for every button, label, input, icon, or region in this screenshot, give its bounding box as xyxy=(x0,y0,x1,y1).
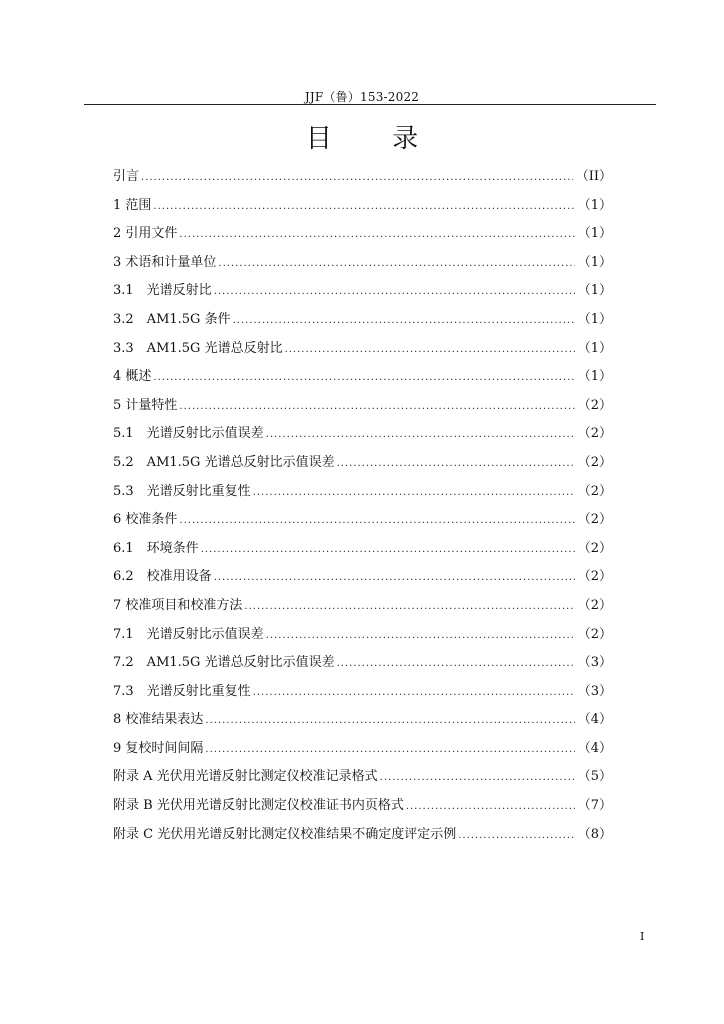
toc-entry-1[interactable] xyxy=(113,192,612,221)
toc-entry-3[interactable] xyxy=(113,249,612,278)
document-code: JJF（鲁）153-2022 xyxy=(304,90,420,104)
header-rule xyxy=(84,104,656,105)
toc-entry-text: 9 复校时间间隔 xyxy=(113,740,204,756)
toc-entry-text: 引言 xyxy=(113,169,140,184)
toc-dot-leader xyxy=(205,707,574,736)
toc-dot-leader xyxy=(153,364,574,393)
toc-dot-leader xyxy=(266,622,575,651)
toc-entry-appendix-b[interactable] xyxy=(113,792,612,821)
toc-entry-page: （3） xyxy=(577,655,612,671)
toc-entry-5-1[interactable] xyxy=(113,420,612,449)
toc-entry-3-1[interactable] xyxy=(113,277,612,306)
toc-entry-page: （1） xyxy=(577,197,612,213)
toc-entry-text: 3.1 光谱反射比 xyxy=(113,283,212,299)
toc-dot-leader xyxy=(285,336,575,365)
toc-dot-leader xyxy=(214,278,575,307)
toc-entry-text: 5 计量特性 xyxy=(113,397,178,413)
toc-entry-page: （1） xyxy=(577,340,612,356)
toc-entry-page: （4） xyxy=(577,712,612,728)
toc-dot-leader xyxy=(153,193,574,222)
toc-entry-text: 2 引用文件 xyxy=(113,226,178,242)
toc-entry-6-2[interactable] xyxy=(113,563,612,592)
toc-entry-text: 附录 A 光伏用光谱反射比测定仪校准记录格式 xyxy=(113,769,378,785)
toc-entry-text: 3.2 AM1.5G 条件 xyxy=(113,311,231,327)
toc-entry-page: （2） xyxy=(577,512,612,528)
toc-dot-leader xyxy=(337,650,575,679)
toc-entry-5[interactable] xyxy=(113,392,612,421)
toc-dot-leader xyxy=(214,564,575,593)
toc-dot-leader xyxy=(253,479,575,508)
toc-dot-leader xyxy=(253,679,575,708)
toc-dot-leader xyxy=(458,822,575,851)
toc-entry-text: 附录 B 光伏用光谱反射比测定仪校准证书内页格式 xyxy=(113,798,404,814)
toc-dot-leader xyxy=(337,450,575,479)
toc-title: 目 录 xyxy=(305,124,445,154)
toc-entry-page: （2） xyxy=(577,397,612,413)
toc-entry-page: （5） xyxy=(577,769,612,785)
toc-entry-7-3[interactable] xyxy=(113,678,612,707)
toc-entry-text: 3.3 AM1.5G 光谱总反射比 xyxy=(113,340,283,356)
toc-dot-leader xyxy=(380,764,575,793)
toc-dot-leader xyxy=(406,793,575,822)
toc-entry-6-1[interactable] xyxy=(113,535,612,564)
toc-entry-5-3[interactable] xyxy=(113,478,612,507)
toc-entry-page: （1） xyxy=(577,311,612,327)
toc-entry-4[interactable] xyxy=(113,363,612,392)
toc-entry-page: （2） xyxy=(577,597,612,613)
toc-entry-5-2[interactable] xyxy=(113,449,612,478)
toc-entry-7-2[interactable] xyxy=(113,649,612,678)
toc-entry-text: 5.2 AM1.5G 光谱总反射比示值误差 xyxy=(113,454,335,470)
toc-entry-text: 6.2 校准用设备 xyxy=(113,569,212,585)
toc-entry-6[interactable] xyxy=(113,506,612,535)
toc-dot-leader xyxy=(141,164,573,193)
toc-entry-text: 7.3 光谱反射比重复性 xyxy=(113,683,251,699)
toc-entry-text: 5.3 光谱反射比重复性 xyxy=(113,483,251,499)
toc-dot-leader xyxy=(205,736,574,765)
toc-entry-8[interactable] xyxy=(113,706,612,735)
toc-entry-page: （4） xyxy=(577,740,612,756)
toc-entry-page: （8） xyxy=(577,826,612,842)
toc-entry-text: 7.1 光谱反射比示值误差 xyxy=(113,626,264,642)
toc-entry-text: 7 校准项目和校准方法 xyxy=(113,597,243,613)
toc-entry-page: （2） xyxy=(577,426,612,442)
toc-entry-page: （3） xyxy=(577,683,612,699)
toc-entry-text: 4 概述 xyxy=(113,369,152,385)
toc-entry-text: 1 范围 xyxy=(113,197,152,213)
toc-list xyxy=(113,163,612,849)
toc-entry-page: （1） xyxy=(577,254,612,270)
toc-entry-page: （2） xyxy=(577,483,612,499)
toc-entry-text: 6.1 环境条件 xyxy=(113,540,199,556)
toc-dot-leader xyxy=(244,593,574,622)
toc-entry-text: 5.1 光谱反射比示值误差 xyxy=(113,426,264,442)
toc-entry-page: （7） xyxy=(577,798,612,814)
toc-entry-9[interactable] xyxy=(113,735,612,764)
toc-dot-leader xyxy=(266,421,575,450)
toc-entry-page: （2） xyxy=(577,569,612,585)
toc-dot-leader xyxy=(218,250,574,279)
toc-entry-7[interactable] xyxy=(113,592,612,621)
toc-entry-appendix-c[interactable] xyxy=(113,821,612,850)
toc-entry-text: 6 校准条件 xyxy=(113,512,178,528)
toc-entry-page: （2） xyxy=(577,454,612,470)
toc-entry-7-1[interactable] xyxy=(113,621,612,650)
toc-dot-leader xyxy=(179,221,574,250)
toc-entry-2[interactable] xyxy=(113,220,612,249)
toc-entry-page: （1） xyxy=(577,369,612,385)
toc-entry-page: （2） xyxy=(577,626,612,642)
toc-dot-leader xyxy=(179,393,574,422)
toc-dot-leader xyxy=(201,536,575,565)
toc-entry-appendix-a[interactable] xyxy=(113,763,612,792)
toc-entry-page: （2） xyxy=(577,540,612,556)
toc-entry-text: 7.2 AM1.5G 光谱总反射比示值误差 xyxy=(113,655,335,671)
toc-entry-text: 8 校准结果表达 xyxy=(113,712,204,728)
toc-entry-text: 3 术语和计量单位 xyxy=(113,254,217,270)
toc-entry-page: （1） xyxy=(577,226,612,242)
toc-dot-leader xyxy=(179,507,574,536)
toc-entry-3-2[interactable] xyxy=(113,306,612,335)
toc-entry-page: （1） xyxy=(577,283,612,299)
toc-entry-page: （II） xyxy=(575,169,612,184)
toc-entry-text: 附录 C 光伏用光谱反射比测定仪校准结果不确定度评定示例 xyxy=(113,826,457,842)
toc-entry-3-3[interactable] xyxy=(113,335,612,364)
toc-dot-leader xyxy=(233,307,575,336)
toc-entry-intro[interactable] xyxy=(113,163,612,192)
page-number: I xyxy=(640,930,645,943)
